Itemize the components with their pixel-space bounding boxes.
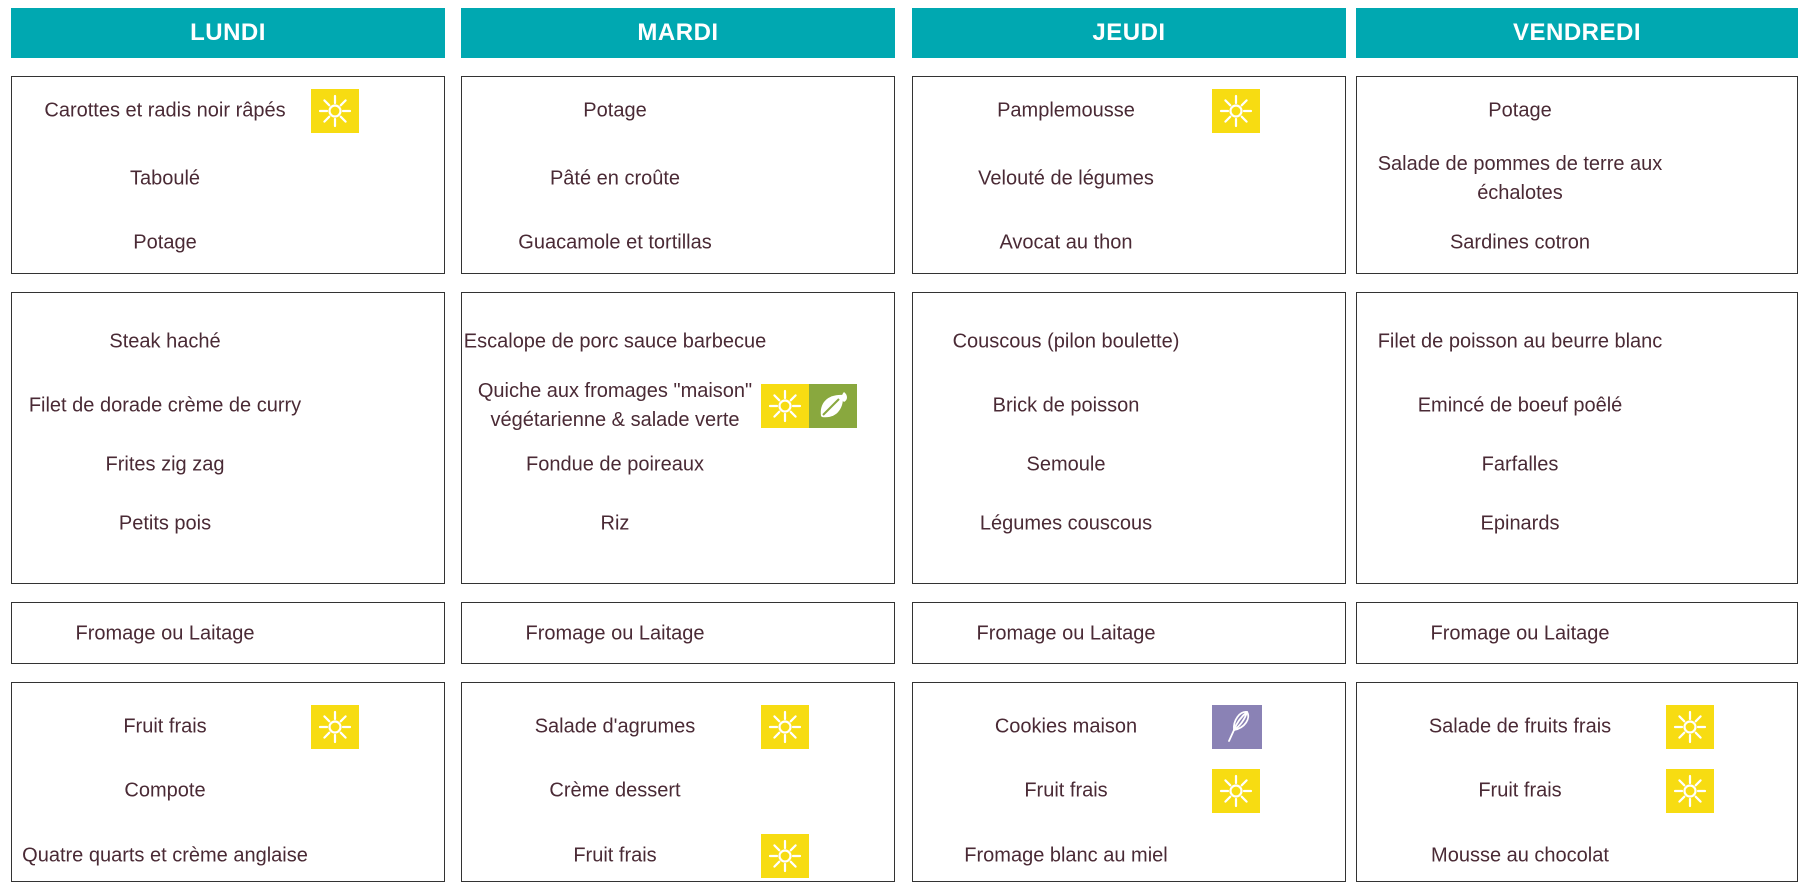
diet-badges <box>1212 89 1260 133</box>
main-item: Fondue de poireaux <box>526 453 704 476</box>
dessert-item: Crème dessert <box>549 779 681 802</box>
diet-badges <box>761 834 809 878</box>
dessert-item: Cookies maison <box>994 715 1138 738</box>
main-item: Escalope de porc sauce barbecue <box>463 330 767 353</box>
starter-item: Sardines cotron <box>1449 231 1591 254</box>
day-header: MARDI <box>461 8 895 58</box>
main-item: Riz <box>600 512 630 535</box>
main-item: Emincé de boeuf poêlé <box>1417 394 1623 417</box>
dessert-item: Fruit frais <box>1024 779 1108 802</box>
dessert-item: Fromage blanc au miel <box>964 844 1168 867</box>
dessert-item: Fruit frais <box>573 844 657 867</box>
starter-item: Pamplemousse <box>997 99 1135 122</box>
dessert-item: Salade de fruits frais <box>1428 715 1612 738</box>
starter-item: Pâté en croûte <box>549 167 681 190</box>
sun-icon <box>311 89 359 133</box>
leaf-icon <box>809 384 857 428</box>
desserts-box <box>1356 682 1798 882</box>
mains-box <box>1356 292 1798 584</box>
starters-box <box>912 76 1346 274</box>
sun-icon <box>311 705 359 749</box>
starter-item: Guacamole et tortillas <box>518 231 712 254</box>
main-item: Légumes couscous <box>979 512 1153 535</box>
day-header: JEUDI <box>912 8 1346 58</box>
main-item: Farfalles <box>1481 453 1559 476</box>
cheese-item: Fromage ou Laitage <box>976 622 1156 645</box>
cheese-box <box>912 602 1346 664</box>
cheese-item: Fromage ou Laitage <box>525 622 705 645</box>
main-item: Semoule <box>1026 453 1106 476</box>
sun-icon <box>761 384 809 428</box>
main-item: Petits pois <box>118 512 212 535</box>
starter-item: Taboulé <box>129 167 201 190</box>
desserts-box <box>461 682 895 882</box>
diet-badges <box>761 705 809 749</box>
starters-box <box>11 76 445 274</box>
sun-icon <box>1212 769 1260 813</box>
sun-icon <box>1212 89 1260 133</box>
starter-item: Salade de pommes de terre aux échalotes <box>1377 153 1663 204</box>
desserts-box <box>912 682 1346 882</box>
diet-badges <box>311 705 359 749</box>
starter-item: Potage <box>133 231 197 254</box>
main-item: Filet de poisson au beurre blanc <box>1377 330 1663 353</box>
starters-box <box>1356 76 1798 274</box>
dessert-item: Mousse au chocolat <box>1431 844 1609 867</box>
day-header: LUNDI <box>11 8 445 58</box>
cheese-item: Fromage ou Laitage <box>1430 622 1610 645</box>
starter-item: Potage <box>583 99 647 122</box>
cheese-box <box>11 602 445 664</box>
day-column-lundi <box>11 0 445 881</box>
day-column-mardi <box>461 0 895 881</box>
diet-badges <box>1212 769 1260 813</box>
dessert-item: Fruit frais <box>1478 779 1562 802</box>
mains-box <box>912 292 1346 584</box>
sun-icon <box>1666 769 1714 813</box>
starter-item: Avocat au thon <box>999 231 1133 254</box>
starter-item: Velouté de légumes <box>978 167 1154 190</box>
day-column-vendredi <box>1356 0 1798 881</box>
main-item: Quiche aux fromages "maison" végétarienne & salade verte <box>477 380 753 431</box>
main-item: Couscous (pilon boulette) <box>952 330 1180 353</box>
day-header: VENDREDI <box>1356 8 1798 58</box>
dessert-item: Quatre quarts et crème anglaise <box>22 844 308 867</box>
cheese-box <box>461 602 895 664</box>
main-item: Frites zig zag <box>105 453 225 476</box>
diet-badges <box>311 89 359 133</box>
cheese-item: Fromage ou Laitage <box>75 622 255 645</box>
cheese-box <box>1356 602 1798 664</box>
dessert-item: Salade d'agrumes <box>534 715 696 738</box>
sun-icon <box>1666 705 1714 749</box>
starter-item: Potage <box>1488 99 1552 122</box>
diet-badges <box>1212 705 1262 749</box>
diet-badges <box>761 384 857 428</box>
starter-item: Carottes et radis noir râpés <box>44 99 286 122</box>
diet-badges <box>1666 769 1714 813</box>
starters-box <box>461 76 895 274</box>
main-item: Steak haché <box>109 330 221 353</box>
sun-icon <box>761 705 809 749</box>
mains-box <box>461 292 895 584</box>
main-item: Epinards <box>1480 512 1560 535</box>
whisk-icon <box>1212 705 1262 749</box>
mains-box <box>11 292 445 584</box>
dessert-item: Compote <box>124 779 206 802</box>
day-column-jeudi <box>912 0 1346 881</box>
dessert-item: Fruit frais <box>123 715 207 738</box>
main-item: Filet de dorade crème de curry <box>28 394 302 417</box>
diet-badges <box>1666 705 1714 749</box>
main-item: Brick de poisson <box>992 394 1140 417</box>
desserts-box <box>11 682 445 882</box>
sun-icon <box>761 834 809 878</box>
